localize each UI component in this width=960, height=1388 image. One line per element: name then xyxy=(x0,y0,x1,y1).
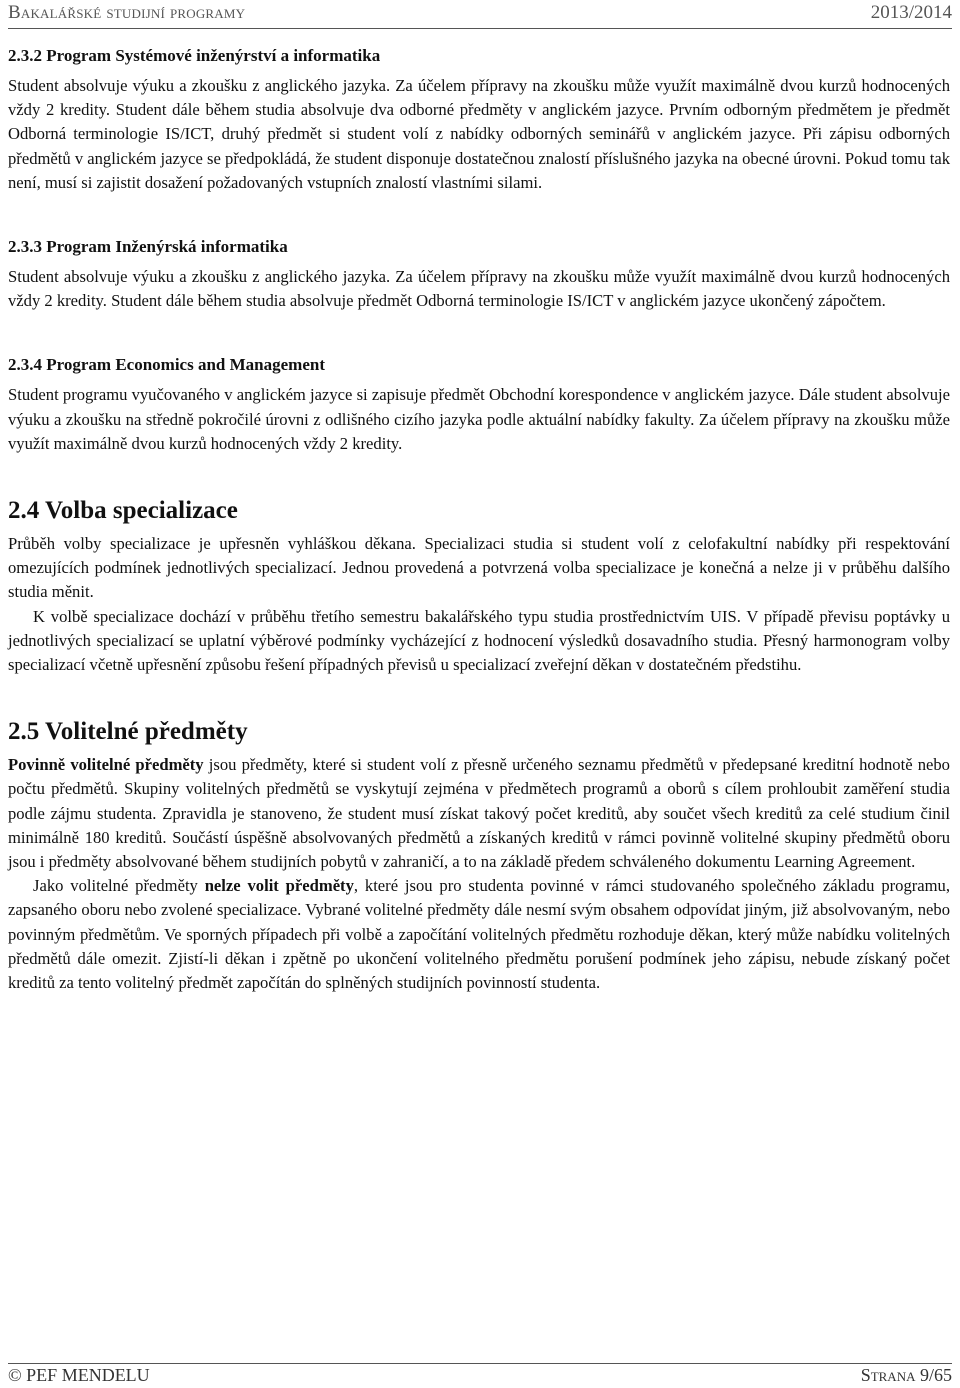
section-2-5-paragraph-1 xyxy=(8,753,950,874)
section-2-4-paragraph-2: K volbě specializace dochází v průběhu třetího semestru bakalářského typu studia prostřednictvím UIS. V případě převisu poptávky u jednotlivých specializací se uplatní výběrové podmínky vycházející z hodnocení výsledků dosavadního studia. Přesný harmonogram volby specializací včetně upřesnění způsobu řešení případných převisů u specializací zveřejní děkan v dostatečném předstihu. xyxy=(8,606,950,675)
header-year: 2013/2014 xyxy=(870,2,952,23)
footer-page-label: Strana xyxy=(860,1365,916,1385)
section-2-5-heading: 2.5 Volitelné předměty xyxy=(8,718,248,746)
povinne-volitelne-term: Povinně volitelné předměty xyxy=(8,755,204,775)
section-2-4-paragraph-1: Průběh volby specializace je upřesněn vyhláškou děkana. Specializaci studia si student volí z celofakultní nabídky při respektování omezujících podmínek jednotlivých specializací. Jednou provedená a potvrzená volba specializace je konečná a nelze ji v průběhu dalšího studia měnit. xyxy=(8,534,950,602)
page-footer xyxy=(8,1363,952,1388)
section-2-3-3-heading: 2.3.3 Program Inženýrská informatika xyxy=(8,237,288,257)
page-content xyxy=(8,44,950,995)
footer-copyright: © PEF MENDELU xyxy=(8,1365,150,1385)
section-2-5-paragraph-1-text: jsou předměty, které si student volí z přesně určeného seznamu předmětů v předepsané kreditní hodnotě nebo počtu předmětů. Skupiny volitelných předmětů se vyskytují zejména v předmětech programů a oborů s cílem prohloubit zaměření studia podle zájmu studenta. Zpravidla je stanoveno, že student musí získat takový počet kreditů, aby součet všech kreditů za celé studium činil minimálně 180 kreditů. Součástí úspěšně absolvovaných předmětů a získaných kreditů v rámci povinně volitelné skupiny předmětů oboru jsou i předměty absolvované během studijních pobytů v zahraničí, a to na základě předem schváleného dokumentu Learning Agreement. xyxy=(8,755,950,872)
footer-page-number xyxy=(861,1365,952,1386)
section-2-3-4-paragraph: Student programu vyučovaného v anglickém jazyce si zapisuje předmět Obchodní korespondence v anglickém jazyce. Dále student absolvuje výuku a zkoušku na středně pokročilé úrovni z odlišného cizího jazyka podle aktuální nabídky fakulty. Za účelem přípravy na zkoušku může využít maximálně dvou kurzů hodnocených vždy 2 kredity. xyxy=(8,385,950,453)
section-2-4-heading: 2.4 Volba specializace xyxy=(8,497,238,525)
nelze-volit-term: nelze volit předměty xyxy=(204,876,354,896)
section-2-3-4-heading: 2.3.4 Program Economics and Management xyxy=(8,355,325,375)
section-2-3-2-heading: 2.3.2 Program Systémové inženýrství a informatika xyxy=(8,46,381,65)
section-2-5-paragraph-2 xyxy=(8,874,950,995)
footer-page-value: 9/65 xyxy=(919,1365,952,1385)
section-2-3-2-paragraph: Student absolvuje výuku a zkoušku z anglického jazyka. Za účelem přípravy na zkoušku může využít maximálně dvou kurzů hodnocených vždy 2 kredity. Student dále během studia absolvuje dva odborné předměty v anglickém jazyce. Prvním odborným předmětem je předmět Odborná terminologie IS/ICT, druhý předmět si student volí z nabídky odborných seminářů v anglickém jazyce. Při zápisu odborných předmětů v anglickém jazyce se předpokládá, že student disponuje dostatečnou znalostí příslušného jazyka na obecné úrovni. Pokud tomu tak není, musí si zajistit dosažení požadovaných vstupních znalostí vlastními silami. xyxy=(8,76,950,192)
section-2-5-paragraph-2-text: , které jsou pro studenta povinné v rámci studovaného společného základu programu, zapsaného oboru nebo zvolené specializace. Vybrané volitelné předměty dále nesmí svým obsahem odpovídat jiným, již absolvovaným, nebo povinným předmětům. Ve sporných případech při volbě a započítání volitelných předmětu rozhoduje děkan, který může nabídku volitelných předmětů dále omezit. Zjistí-li děkan i zpětně po ukončení volitelného předmětu porušení podmínek jeho zápisu, nebude získaný počet kreditů za tento volitelný předmět započítán do splněných studijních povinností studenta. xyxy=(8,876,950,993)
section-2-5-paragraph-2-start: Jako volitelné předměty xyxy=(33,876,205,896)
page-header xyxy=(8,0,952,29)
header-title: Bakalářské studijní programy xyxy=(8,2,246,23)
section-2-3-3-paragraph: Student absolvuje výuku a zkoušku z anglického jazyka. Za účelem přípravy na zkoušku může využít maximálně dvou kurzů hodnocených vždy 2 kredity. Student dále během studia absolvuje předmět Odborná terminologie IS/ICT v anglickém jazyce ukončený zápočtem. xyxy=(8,267,950,311)
